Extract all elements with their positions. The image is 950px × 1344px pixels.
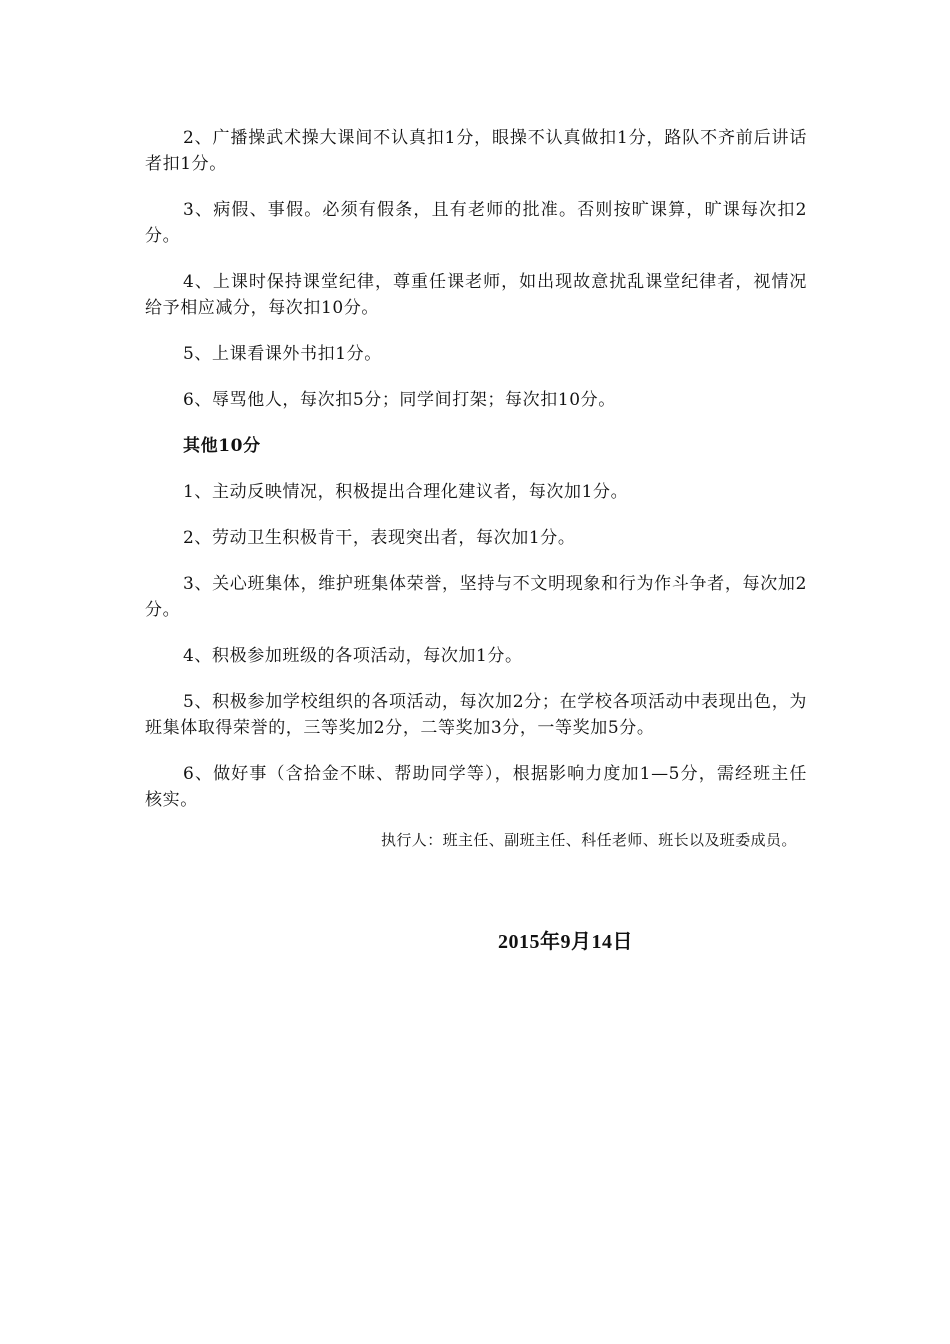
rule-item: 6、辱骂他人，每次扣5分；同学间打架；每次扣10分。 [183, 390, 616, 410]
executor-note: 执行人：班主任、副班主任、科任老师、班长以及班委成员。 [381, 831, 797, 849]
rule-item: 1、主动反映情况，积极提出合理化建议者，每次加1分。 [183, 482, 629, 502]
rule-item: 4、积极参加班级的各项活动，每次加1分。 [183, 646, 523, 666]
rule-item: 3、关心班集体，维护班集体荣誉，坚持与不文明现象和行为作斗争者，每次加2分。 [145, 574, 807, 620]
rule-item: 4、上课时保持课堂纪律，尊重任课老师，如出现故意扰乱课堂纪律者，视情况给予相应减分，每次扣10分。 [145, 272, 807, 318]
rule-item: 5、积极参加学校组织的各项活动，每次加2分；在学校各项活动中表现出色，为班集体取得荣誉的，三等奖加2分，二等奖加3分，一等奖加5分。 [145, 692, 807, 738]
rule-item: 3、病假、事假。必须有假条，且有老师的批准。否则按旷课算，旷课每次扣2分。 [145, 200, 807, 246]
document-body [145, 125, 807, 853]
rule-item: 2、劳动卫生积极肯干，表现突出者，每次加1分。 [183, 528, 576, 548]
document-date: 2015年9月14日 [498, 931, 633, 953]
rule-item: 5、上课看课外书扣1分。 [183, 344, 382, 364]
section-heading-other: 其他10分 [183, 436, 261, 456]
rule-item: 6、做好事（含拾金不昧、帮助同学等），根据影响力度加1—5分，需经班主任核实。 [145, 764, 807, 810]
rule-item: 2、广播操武术操大课间不认真扣1分，眼操不认真做扣1分，路队不齐前后讲话者扣1分。 [145, 128, 807, 174]
